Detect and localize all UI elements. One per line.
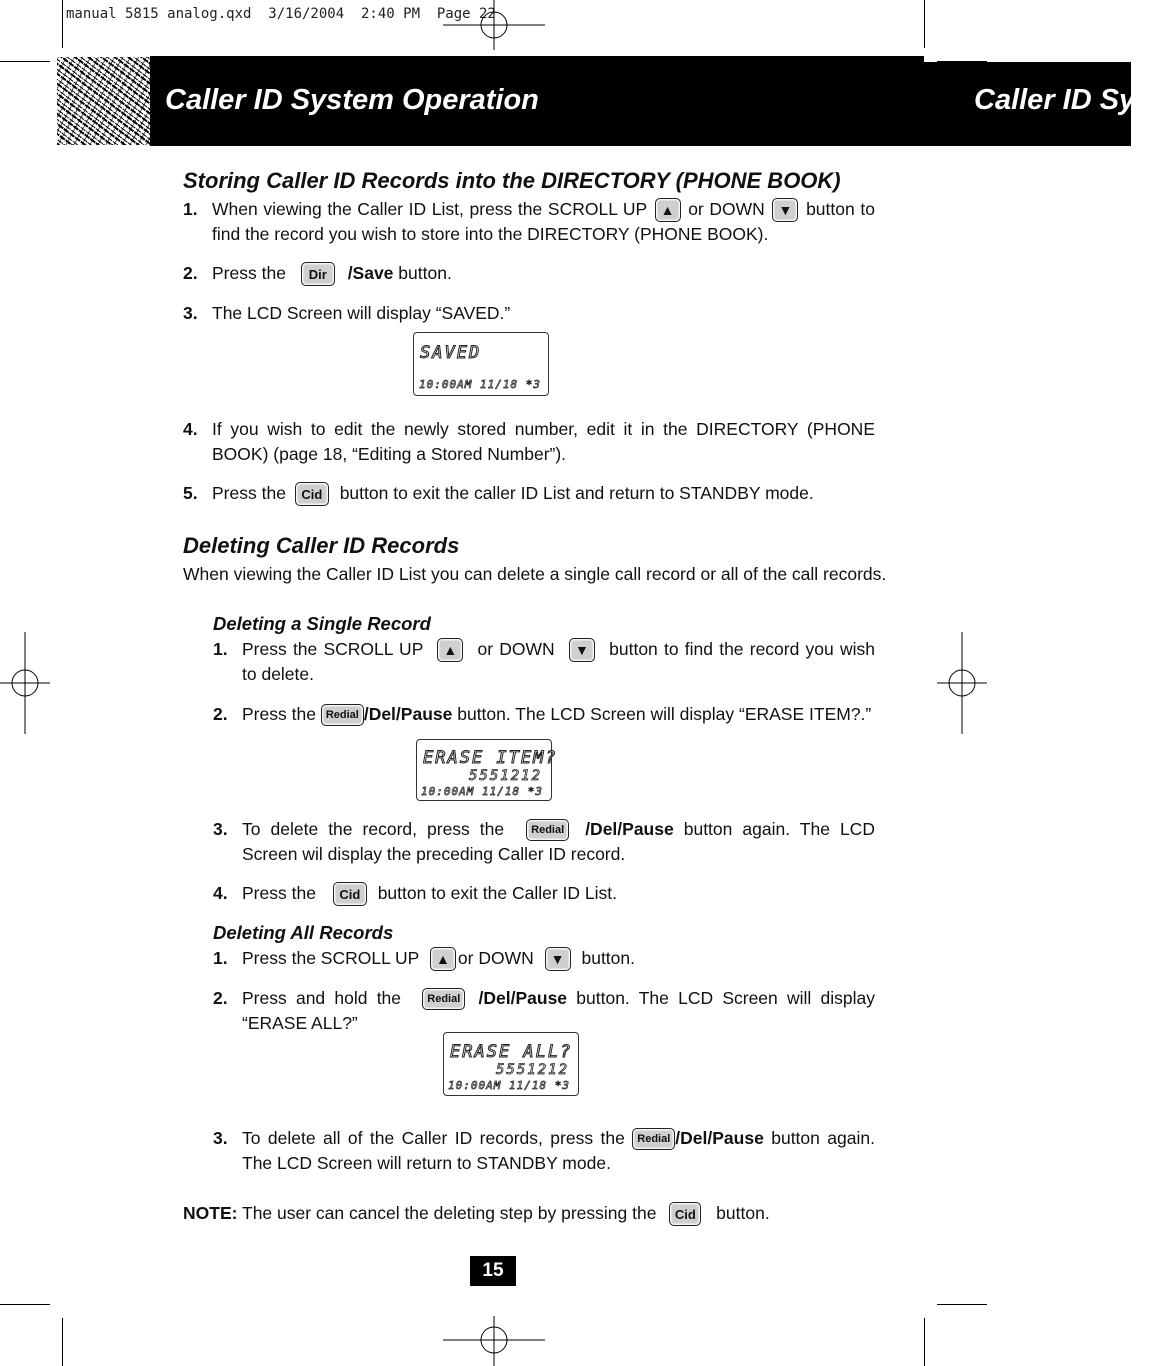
step-text: Press the Cid button to exit the caller ID List and return to STANDBY mode.: [212, 481, 875, 506]
step-number: 3.: [213, 819, 228, 839]
scroll-down-key-icon: ▼: [545, 947, 571, 971]
redial-key-icon: Redial: [526, 819, 569, 841]
step-text: To delete all of the Caller ID records, press the Redial /Del/Pause button again. The LCD Screen will return to STANDBY mode.: [242, 1128, 875, 1173]
registration-mark-right: [937, 632, 987, 734]
all-step-1: [213, 946, 875, 972]
step-number: 4.: [183, 419, 198, 439]
print-slug: manual 5815 analog.qxd 3/16/2004 2:40 PM Page 22: [66, 6, 496, 22]
cid-key-icon: Cid: [333, 882, 367, 906]
step-text: The LCD Screen will display “SAVED.”: [212, 303, 511, 323]
step-number: 1.: [183, 199, 198, 219]
storing-heading: Storing Caller ID Records into the DIRECTORY (PHONE BOOK): [183, 168, 841, 193]
deleting-intro: When viewing the Caller ID List you can delete a single call record or all of the call records.: [183, 564, 887, 584]
redial-key-icon: Redial: [321, 704, 364, 726]
scroll-up-key-icon: ▲: [430, 947, 456, 971]
crop-mark: [0, 61, 50, 62]
step-number: 5.: [183, 483, 198, 503]
lcd-line-2: 5551212: [469, 768, 543, 784]
note-end: button.: [716, 1203, 770, 1223]
step-number: 1.: [213, 948, 228, 968]
crop-mark: [937, 1304, 987, 1305]
step-text: Press the Redial /Del/Pause button. The LCD Screen will display “ERASE ITEM?.”: [242, 702, 882, 727]
step-number: 3.: [213, 1128, 228, 1148]
storing-step-5: [183, 481, 875, 507]
step-number: 2.: [213, 988, 228, 1008]
lcd-line-2: 10:00AM 11/18 *3: [419, 378, 541, 391]
all-heading: Deleting All Records: [213, 922, 394, 943]
lcd-line-1: ERASE ITEM?: [423, 748, 558, 768]
registration-mark-left: [0, 632, 50, 734]
single-step-2: [213, 702, 875, 728]
single-step-3: [213, 817, 875, 869]
registration-mark-top: [443, 0, 545, 50]
lcd-erase-all: [443, 1032, 579, 1096]
scroll-down-key-icon: ▼: [772, 198, 798, 222]
page-title: Caller ID System Operation: [165, 84, 539, 116]
page-number: 15: [470, 1256, 516, 1286]
lcd-erase-item: [416, 739, 558, 801]
crop-mark: [924, 1318, 925, 1366]
note-label: NOTE:: [183, 1203, 238, 1223]
step-number: 1.: [213, 639, 228, 659]
step-text: If you wish to edit the newly stored number, edit it in the DIRECTORY (PHONE BOOK) (page 18, “Editing a Stored Number”).: [212, 419, 875, 464]
step-number: 2.: [183, 263, 198, 283]
note: [183, 1201, 883, 1226]
single-step-1: [213, 637, 875, 689]
step-text: To delete the record, press the Redial /Del/Pause button again. The LCD Screen wil display the preceding Caller ID record.: [242, 819, 875, 864]
lcd-line-3: 10:00AM 11/18 *3: [421, 785, 543, 798]
single-step-4: [213, 881, 875, 907]
storing-step-4: [183, 417, 875, 469]
all-step-3: [213, 1126, 875, 1178]
step-text: Press the SCROLL UP ▲ or DOWN ▼ button.: [242, 946, 875, 971]
crop-mark: [0, 1304, 50, 1305]
step-text: Press and hold the Redial /Del/Pause button. The LCD Screen will display “ERASE ALL?”: [242, 988, 875, 1033]
lcd-line-2: 5551212: [496, 1062, 570, 1078]
redial-key-icon: Redial: [422, 988, 465, 1010]
header-texture: [57, 57, 151, 145]
deleting-heading: Deleting Caller ID Records: [183, 533, 460, 558]
storing-step-1: [183, 197, 875, 249]
crop-mark: [62, 0, 63, 48]
redial-key-icon: Redial: [632, 1128, 675, 1150]
scroll-up-key-icon: ▲: [655, 198, 681, 222]
dir-key-icon: Dir: [301, 262, 335, 286]
scroll-down-key-icon: ▼: [569, 638, 595, 662]
cid-key-icon: Cid: [669, 1202, 701, 1226]
page-title-right: Caller ID Sys: [974, 84, 1151, 116]
single-heading: Deleting a Single Record: [213, 613, 431, 634]
lcd-line-3: 10:00AM 11/18 *3: [448, 1079, 570, 1092]
storing-step-2: [183, 261, 875, 287]
note-text: The user can cancel the deleting step by pressing the: [242, 1203, 657, 1223]
lcd-saved: [413, 332, 549, 396]
lcd-line-1: ERASE ALL?: [450, 1042, 573, 1062]
all-step-2: [213, 986, 875, 1038]
lcd-line-1: SAVED: [420, 343, 482, 363]
step-number: 4.: [213, 883, 228, 903]
registration-mark-bottom: [443, 1316, 545, 1366]
scroll-up-key-icon: ▲: [437, 638, 463, 662]
step-text: When viewing the Caller ID List, press the SCROLL UP ▲ or DOWN ▼ button to find the record you wish to store into the DIRECTORY (PHONE BOOK).: [212, 199, 875, 245]
step-text: Press the Cid button to exit the Caller ID List.: [242, 881, 875, 906]
cid-key-icon: Cid: [295, 482, 329, 506]
step-number: 3.: [183, 303, 198, 323]
step-text: Press the SCROLL UP ▲ or DOWN ▼ button to find the record you wish to delete.: [242, 639, 875, 685]
storing-step-3: [183, 301, 875, 327]
step-text: Press the Dir /Save button.: [212, 261, 875, 286]
header-rule: [937, 61, 987, 62]
step-number: 2.: [213, 704, 228, 724]
crop-mark: [924, 0, 925, 48]
crop-mark: [62, 1318, 63, 1366]
